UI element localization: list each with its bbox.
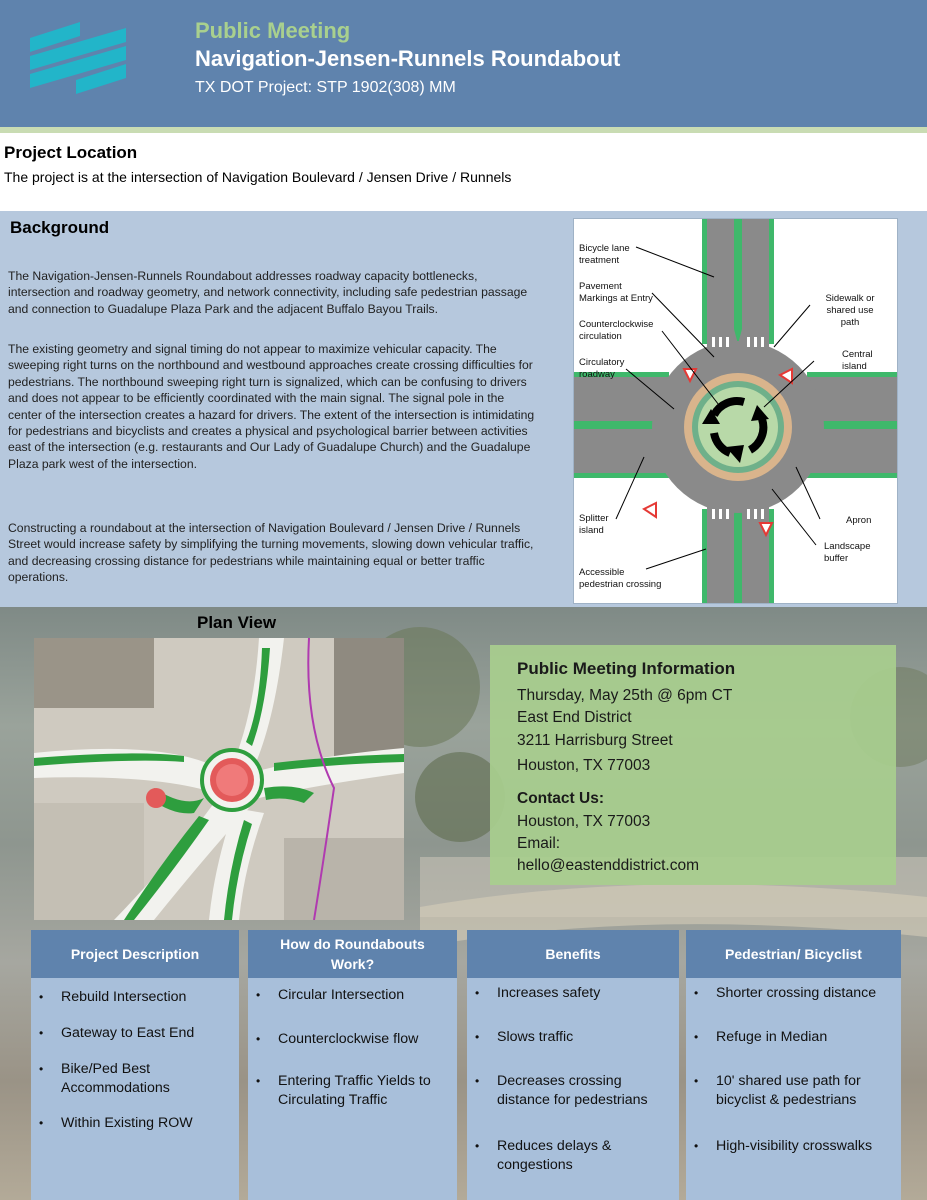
contact-email-link[interactable]: hello@eastenddistrict.com	[517, 857, 700, 874]
diagram-label-landscape-1: Landscape	[824, 541, 871, 552]
background-paragraph-3: Constructing a roundabout at the intersection of Navigation Boulevard / Jensen Drive / Runnels Street would increase safety by simplifying the turning movements, slowing down vehicular traffic, and decreasing crossing distance for pedestrians while maintaining equal or better traffic operations.	[8, 521, 534, 585]
header-divider	[0, 127, 927, 133]
list-item: • Reduces delays & congestions	[475, 1137, 657, 1175]
diagram-label-bicycle-1: Bicycle lane	[579, 243, 630, 254]
diagram-label-pavement-2: Markings at Entry	[579, 293, 653, 304]
diagram-label-apron: Apron	[846, 515, 872, 526]
list-item: • Increases safety	[475, 984, 687, 1003]
list-item: • Counterclockwise flow	[256, 1030, 468, 1049]
district-logo	[28, 16, 128, 102]
plan-view-drawing	[34, 638, 404, 920]
column-title: Benefits	[467, 930, 679, 978]
diagram-label-accessible-2: pedestrian crossing	[579, 579, 662, 590]
diagram-label-ccw-2: circulation	[579, 331, 622, 342]
header-subtitle: Public Meeting	[195, 18, 351, 43]
background-paragraph-1: The Navigation-Jensen-Runnels Roundabout addresses roadway capacity bottlenecks, intersection and roadway geometry, and network connectivity, including safe pedestrian passage and connection to Guadalupe Plaza Park and the adjacent Buffalo Bayou Trails.	[8, 269, 528, 316]
roundabout-diagram	[573, 218, 898, 604]
column-pedestrian-bicyclist	[686, 930, 901, 1200]
list-item: • Gateway to East End	[39, 1024, 251, 1043]
header-title: Navigation-Jensen-Runnels Roundabout	[195, 46, 621, 71]
list-item: • Entering Traffic Yields to Circulating Traffic	[256, 1072, 458, 1110]
diagram-label-splitter-1: Splitter	[579, 513, 609, 524]
diagram-label-circulatory-2: roadway	[579, 369, 615, 380]
diagram-label-bicycle-2: treatment	[579, 255, 620, 266]
list-item: • Within Existing ROW	[39, 1114, 251, 1133]
diagram-label-splitter-2: island	[579, 525, 604, 536]
meeting-date: Thursday, May 25th @ 6pm CT	[517, 687, 733, 704]
list-item: • Rebuild Intersection	[39, 988, 251, 1007]
diagram-label-landscape-2: buffer	[824, 553, 849, 564]
diagram-label-central-2: island	[842, 361, 867, 372]
location-title: Project Location	[4, 143, 138, 162]
diagram-label-pavement-1: Pavement	[579, 281, 622, 292]
diagram-label-sidewalk-1: Sidewalk or	[825, 293, 875, 304]
header-project-number: TX DOT Project: STP 1902(308) MM	[195, 79, 456, 96]
contact-email-label: Email:	[517, 835, 561, 852]
meeting-venue: East End District	[517, 709, 632, 726]
column-how-roundabouts-work	[248, 930, 457, 1200]
plan-view-title: Plan View	[197, 613, 277, 632]
contact-city: Houston, TX 77003	[517, 813, 651, 830]
diagram-label-circulatory-1: Circulatory	[579, 357, 625, 368]
diagram-label-central-1: Central	[842, 349, 873, 360]
diagram-label-sidewalk-2: shared use	[826, 305, 874, 316]
background-title: Background	[10, 218, 110, 237]
list-item: • Shorter crossing distance	[694, 984, 906, 1003]
diagram-label-accessible-1: Accessible	[579, 567, 625, 578]
list-item: • Bike/Ped Best Accommodations	[39, 1060, 251, 1098]
background-paragraph-2: The existing geometry and signal timing do not appear to maximize vehicular capacity. The sweeping right turns on the northbound and westbound approaches create crossing difficulties for pedestrians. The northbound sweeping right turn is signalized, which can be confusing to drivers and does not appear to be efficiently coordinated with the main signal. The signal pole in the center of the intersection creates a hazard for drivers. The extent of the intersection is intimidating for pedestrians and bicyclists and creates a physical and psychological barrier between activities east of the intersection (e.g. restaurants and Our Lady of Guadalupe Church) and the Guadalupe Plaza park west of the intersection.	[8, 342, 535, 471]
column-title: Pedestrian/ Bicyclist	[686, 930, 901, 978]
column-title: How do Roundabouts Work?	[248, 930, 457, 978]
column-project-description	[31, 930, 239, 1200]
meeting-info-title: Public Meeting Information	[517, 659, 736, 678]
list-item: • Circular Intersection	[256, 986, 468, 1005]
list-item: • Decreases crossing distance for pedestrians	[475, 1072, 677, 1110]
meeting-street: 3211 Harrisburg Street	[517, 732, 673, 749]
meeting-city: Houston, TX 77003	[517, 757, 651, 774]
column-title: Project Description	[31, 930, 239, 978]
diagram-label-ccw-1: Counterclockwise	[579, 319, 654, 330]
location-text: The project is at the intersection of Navigation Boulevard / Jensen Drive / Runnels	[4, 169, 512, 185]
list-item: • 10' shared use path for bicyclist & pedestrians	[694, 1072, 891, 1110]
column-benefits	[467, 930, 679, 1200]
diagram-label-sidewalk-3: path	[840, 317, 860, 328]
list-item: • Refuge in Median	[694, 1028, 906, 1047]
list-item: • High-visibility crosswalks	[694, 1137, 906, 1156]
contact-title: Contact Us:	[517, 790, 604, 807]
list-item: • Slows traffic	[475, 1028, 687, 1047]
